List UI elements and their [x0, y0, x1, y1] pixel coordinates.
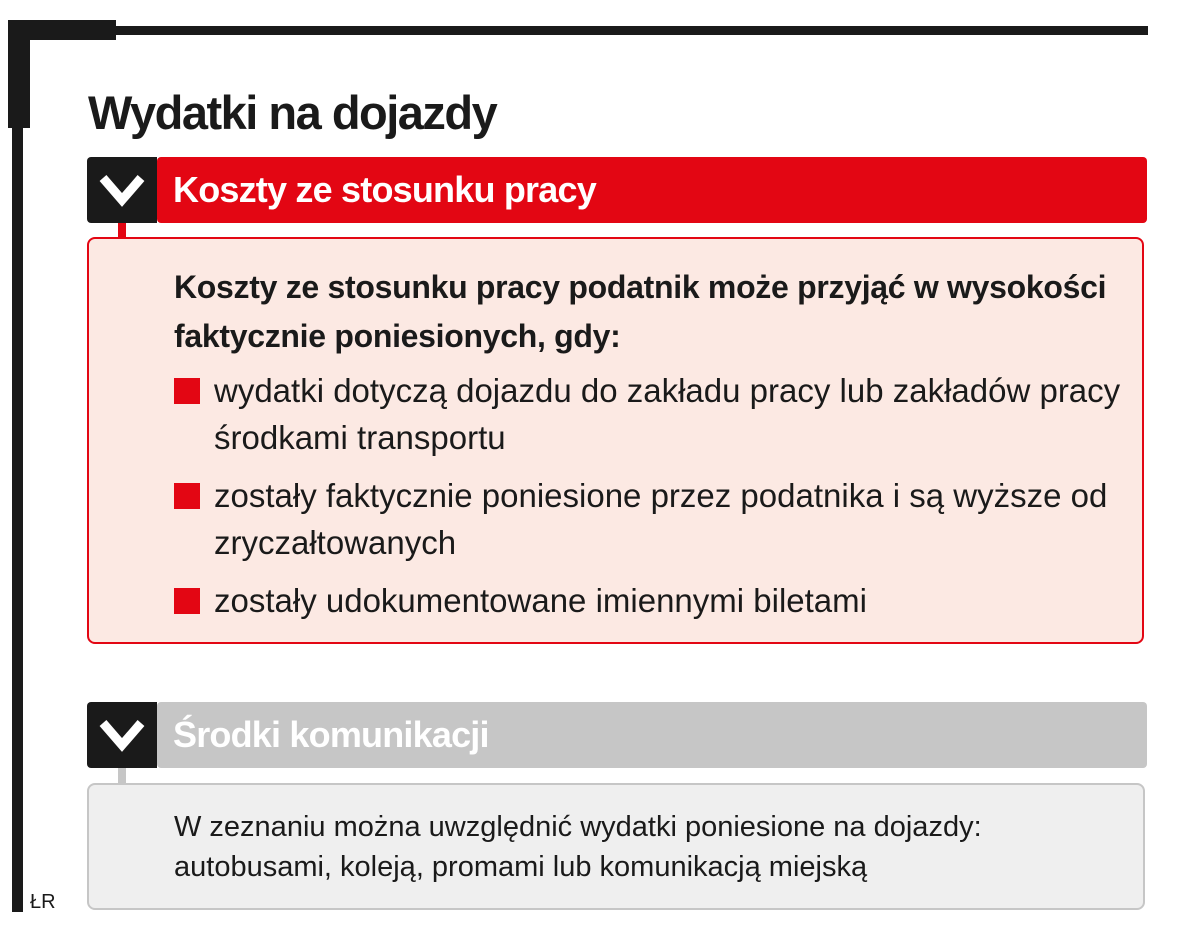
bullet-text: wydatki dotyczą dojazdu do zakładu pracy lub zakładów pracy środkami transportu [214, 372, 1121, 456]
section-header-koszty [87, 157, 1147, 223]
bullet-text: zostały faktycznie poniesione przez podatnika i są wyższe od zryczałtowanych [214, 477, 1108, 561]
section-header-srodki [87, 702, 1147, 768]
chevron-down-icon [97, 170, 147, 210]
bullet-square-icon [174, 588, 200, 614]
chevron-box [87, 702, 157, 768]
section-intro: Koszty ze stosunku pracy podatnik może przyjąć w wysokości faktycznie poniesionych, gdy: [174, 269, 1107, 354]
list-item [174, 472, 1134, 566]
bullet-text: zostały udokumentowane imiennymi biletami [214, 582, 867, 619]
chevron-down-icon [97, 715, 147, 755]
section-title: Koszty ze stosunku pracy [173, 169, 596, 210]
chevron-box [87, 157, 157, 223]
section-box-koszty [87, 237, 1144, 644]
list-item [174, 367, 1134, 461]
section-connector [118, 768, 126, 784]
frame-left-line [12, 20, 23, 912]
author-credit: ŁR [30, 891, 56, 913]
bullet-list [174, 367, 1134, 635]
section-box-srodki [87, 783, 1145, 910]
bullet-square-icon [174, 483, 200, 509]
section-text: W zeznaniu można uwzględnić wydatki poniesione na dojazdy: autobusami, koleją, promami lub komunikacją miejską [174, 811, 982, 883]
section-title: Środki komunikacji [173, 714, 489, 755]
page-title: Wydatki na dojazdy [88, 86, 497, 139]
list-item [174, 577, 1134, 624]
frame-top-line [8, 26, 1148, 35]
bullet-square-icon [174, 378, 200, 404]
